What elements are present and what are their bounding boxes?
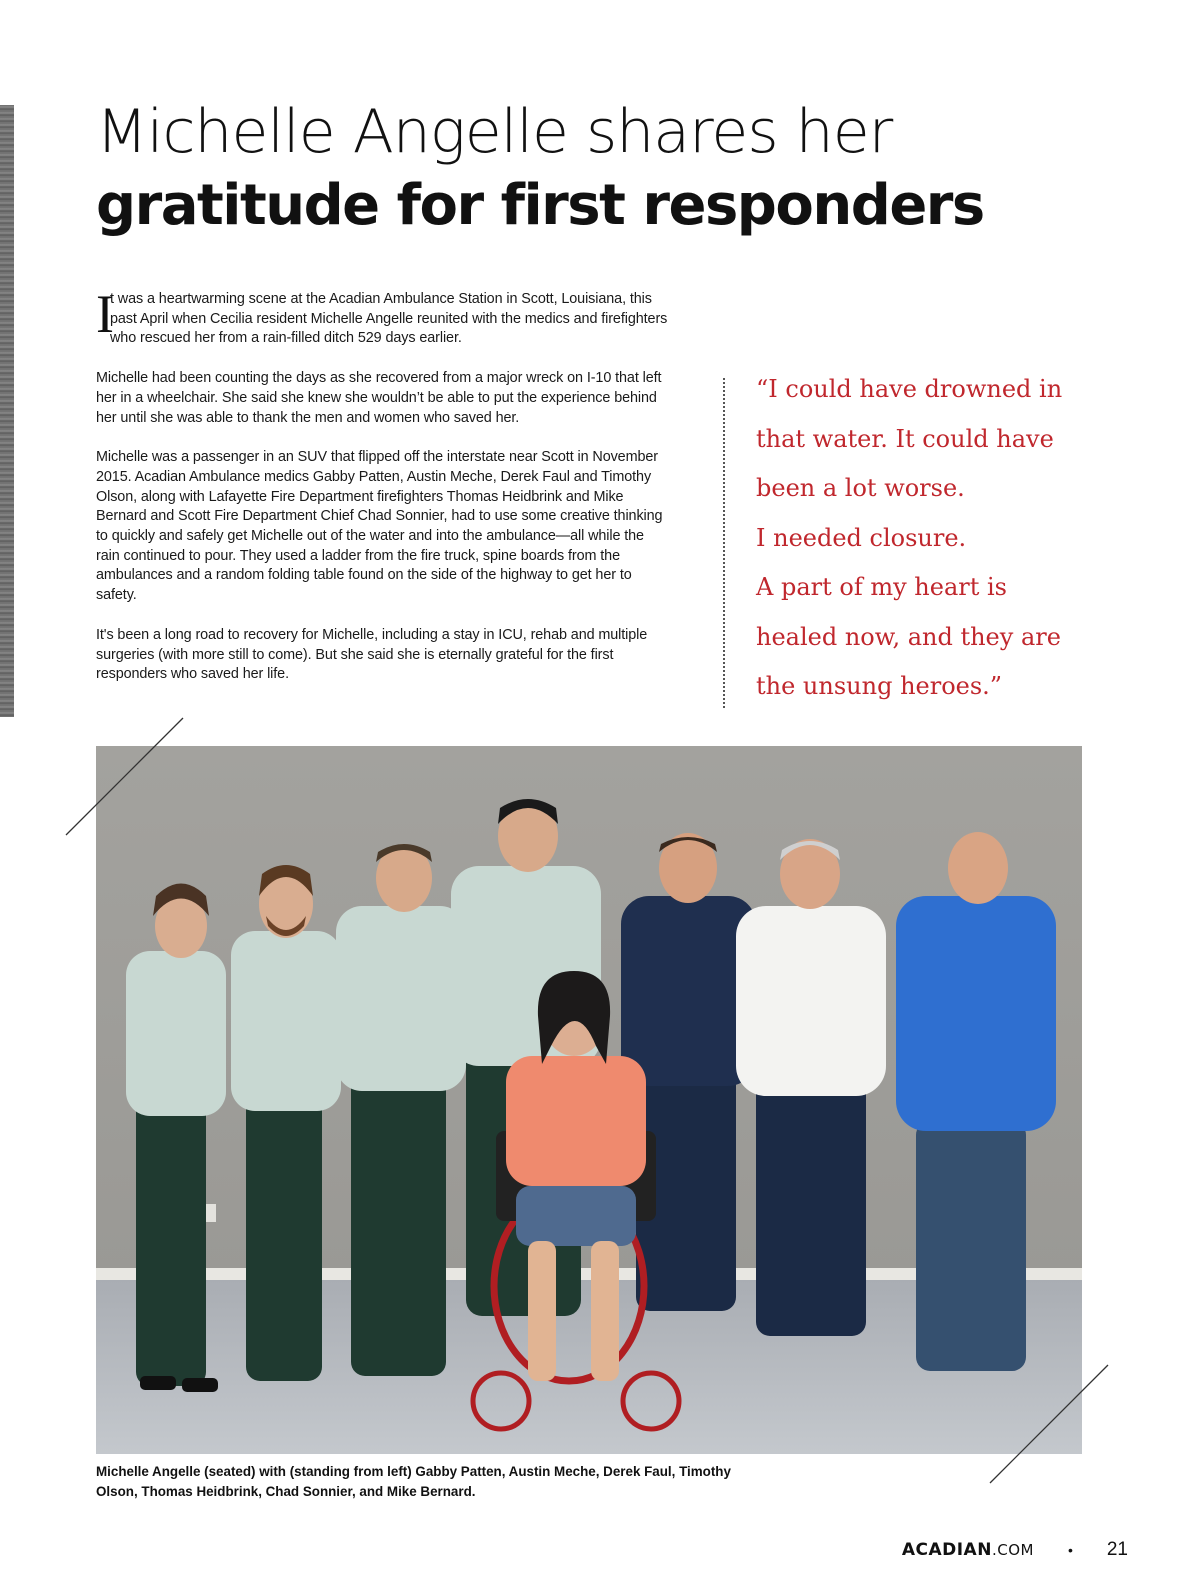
pull-quote-line: “I could have drowned in <box>756 375 1063 403</box>
photo-caption: Michelle Angelle (seated) with (standing from left) Gabby Patten, Austin Meche, Derek Faul, Timothy Olson, Thomas Heidbrink, Chad Sonnier, and Mike Bernard. <box>96 1464 731 1499</box>
person-chad-sonnier <box>736 839 886 1336</box>
brand-name: ACADIAN <box>901 1540 992 1560</box>
group-photo-illustration <box>96 746 1082 1454</box>
brand-suffix: .COM <box>991 1541 1034 1559</box>
pull-quote-line: been a lot worse. <box>756 474 965 502</box>
paragraph-2: Michelle had been counting the days as she recovered from a major wreck on I-10 that left her in a wheelchair. She said she knew she wouldn’t be able to put the experience behind her until she was able to thank the men and women who saved her. <box>96 370 662 426</box>
page-number: 21 <box>1106 1539 1128 1560</box>
side-texture-strip <box>0 105 14 717</box>
paragraph-4: It's been a long road to recovery for Michelle, including a stay in ICU, rehab and multiple surgeries (with more still to come). But she said she is eternally grateful for the first responders who saved her life. <box>96 626 648 683</box>
drop-cap: I <box>96 284 114 344</box>
pull-quote-line: A part of my heart is <box>756 573 1007 601</box>
paragraph-1 <box>96 284 671 349</box>
pull-quote-line: that water. It could have <box>756 424 1054 453</box>
article-headline <box>96 96 1096 244</box>
headline-line-1: Michelle Angelle shares her <box>96 97 893 167</box>
footer-brand <box>902 1540 1034 1560</box>
article-body <box>96 284 671 705</box>
group-photo <box>96 746 1082 1454</box>
pull-quote-line: the unsung heroes.” <box>756 672 1003 700</box>
dotted-divider <box>723 378 725 708</box>
page-footer <box>902 1535 1128 1565</box>
paragraph-1-text: t was a heartwarming scene at the Acadian Ambulance Station in Scott, Louisiana, this past April when Cecilia resident Michelle Angelle reunited with the medics and firefighters who rescued her from a rain-filled ditch 529 days earlier. <box>110 291 668 347</box>
paragraph-3: Michelle was a passenger in an SUV that flipped off the interstate near Scott in November 2015. Acadian Ambulance medics Gabby Patten, Austin Meche, Derek Faul and Timothy Olson, along with Lafayette Fire Department firefighters Thomas Heidbrink and Mike Bernard and Scott Fire Department Chief Chad Sonnier, had to use some creative thinking to quickly and safely get Michelle out of the water and into the ambulance—all while the rain continued to pour. They used a ladder from the fire truck, spine boards from the ambulances and a random folding table found on the side of the highway to get her to safety. <box>96 449 663 604</box>
footer-bullet: • <box>1067 1542 1073 1558</box>
pull-quote-line: I needed closure. <box>756 523 967 552</box>
pull-quote <box>756 365 1086 712</box>
pull-quote-line: healed now, and they are <box>756 622 1061 651</box>
headline-line-2: gratitude for first responders <box>96 173 984 238</box>
